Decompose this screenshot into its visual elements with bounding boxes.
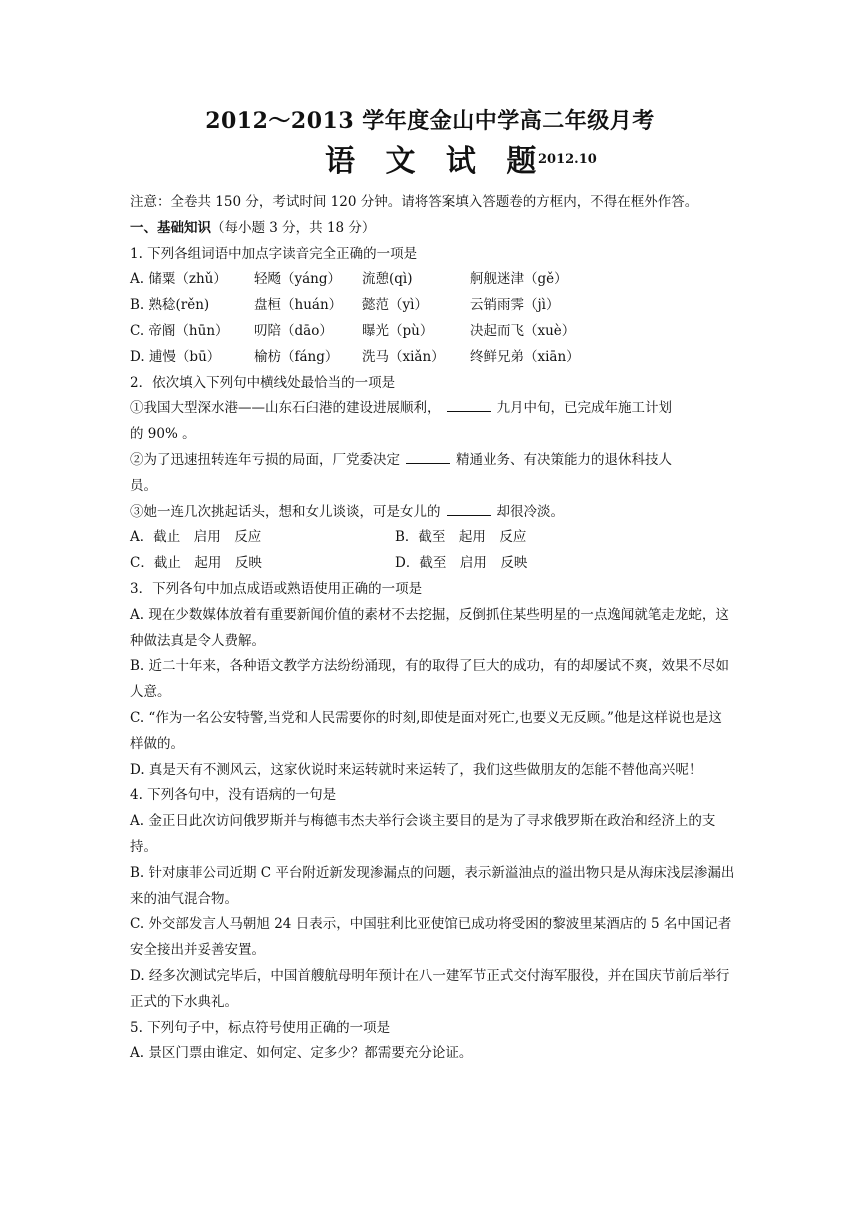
answer-blank <box>406 449 450 464</box>
exam-date: 2012.10 <box>538 152 597 167</box>
question-3-option-a: A. 现在少数媒体放着有重要新闻价值的素材不去挖掘，反倒抓住某些明星的一点逸闻就笔走龙蛇，这种做法真是令人费解。 <box>130 606 729 649</box>
question-1-option-b: B. 熟稔(rěn) 盘桓（huán） 懿范（yì） 云销雨霁（jì） <box>130 297 560 314</box>
question-4-option-b: B. 针对康菲公司近期 C 平台附近新发现渗漏点的问题，表示新溢油点的溢出物只是从海床浅层渗漏出来的油气混合物。 <box>130 864 735 907</box>
question-2-sentence-3: ③她一连几次挑起话头，想和女儿谈谈，可是女儿的 却很冷淡。 <box>130 500 735 526</box>
question-1-option-c: C. 帝阍（hūn） 叨陪（dāo） 曝光（pù） 决起而飞（xuè） <box>130 322 576 339</box>
question-2-sentence-2: ②为了迅速扭转连年亏损的局面，厂党委决定 精通业务、有决策能力的退休科技人 <box>130 448 735 474</box>
answer-blank <box>447 501 491 516</box>
question-2-sentence-1: ①我国大型深水港——山东石臼港的建设进展顺利， 九月中旬，已完成年施工计划 <box>130 396 735 422</box>
question-2-sentence-1-cont: 的 90% 。 <box>130 426 196 443</box>
question-2-options-cd: C．截止 起用 反映 D．截至 启用 反映 <box>130 555 528 572</box>
question-1-option-d: D. 逋慢（bū） 榆枋（fáng） 洗马（xiǎn） 终鲜兄弟（xiān） <box>130 348 580 365</box>
notice-text: 注意：全卷共 150 分，考试时间 120 分钟。请将答案填入答题卷的方框内，不得在框外作答。 <box>130 194 699 210</box>
answer-blank <box>447 397 491 412</box>
question-1-option-a: A. 储粟（zhǔ） 轻飏（yáng） 流憩(qì) 舸舰迷津（gě） <box>130 271 568 288</box>
exam-body <box>130 190 735 1067</box>
question-3-option-d: D. 真是天有不测风云，这家伙说时来运转就时来运转了，我们这些做朋友的怎能不替他高兴呢！ <box>130 761 703 778</box>
question-3-stem: 3．下列各句中加点成语或熟语使用正确的一项是 <box>130 580 423 597</box>
question-2-options-ab: A．截止 启用 反应 B．截至 起用 反应 <box>130 529 527 546</box>
question-4-stem: 4. 下列各句中，没有语病的一句是 <box>130 787 337 804</box>
question-1-stem: 1. 下列各组词语中加点字读音完全正确的一项是 <box>130 245 418 262</box>
question-5-stem: 5. 下列句子中，标点符号使用正确的一项是 <box>130 1019 391 1036</box>
exam-title: 2012～2013 学年度金山中学高二年级月考 <box>205 108 655 134</box>
subject-title: 语 文 试 题 <box>325 144 547 179</box>
section-heading: 一、基础知识（每小题 3 分，共 18 分） <box>130 219 376 236</box>
question-5-option-a: A. 景区门票由谁定、如何定、定多少？都需要充分论证。 <box>130 1045 473 1062</box>
question-2-stem: 2．依次填入下列句中横线处最恰当的一项是 <box>130 374 396 391</box>
question-4-option-d: D. 经多次测试完毕后，中国首艘航母明年预计在八一建军节正式交付海军服役，并在国庆节前后举行正式的下水典礼。 <box>130 967 730 1010</box>
question-3-option-c: C. “作为一名公安特警,当党和人民需要你的时刻,即使是面对死亡,也要义无反顾。”他是这样说也是这样做的。 <box>130 709 722 752</box>
question-4-option-c: C. 外交部发言人马朝旭 24 日表示，中国驻利比亚使馆已成功将受困的黎波里某酒店的 5 名中国记者安全接出并妥善安置。 <box>130 916 732 959</box>
question-4-option-a: A. 金正日此次访问俄罗斯并与梅德韦杰夫举行会谈主要目的是为了寻求俄罗斯在政治和经济上的支持。 <box>130 813 716 855</box>
question-3-option-b: B. 近二十年来，各种语文教学方法纷纷涌现，有的取得了巨大的成功，有的却屡试不爽，效果不尽如人意。 <box>130 658 730 701</box>
question-2-sentence-2-cont: 员。 <box>130 477 157 494</box>
